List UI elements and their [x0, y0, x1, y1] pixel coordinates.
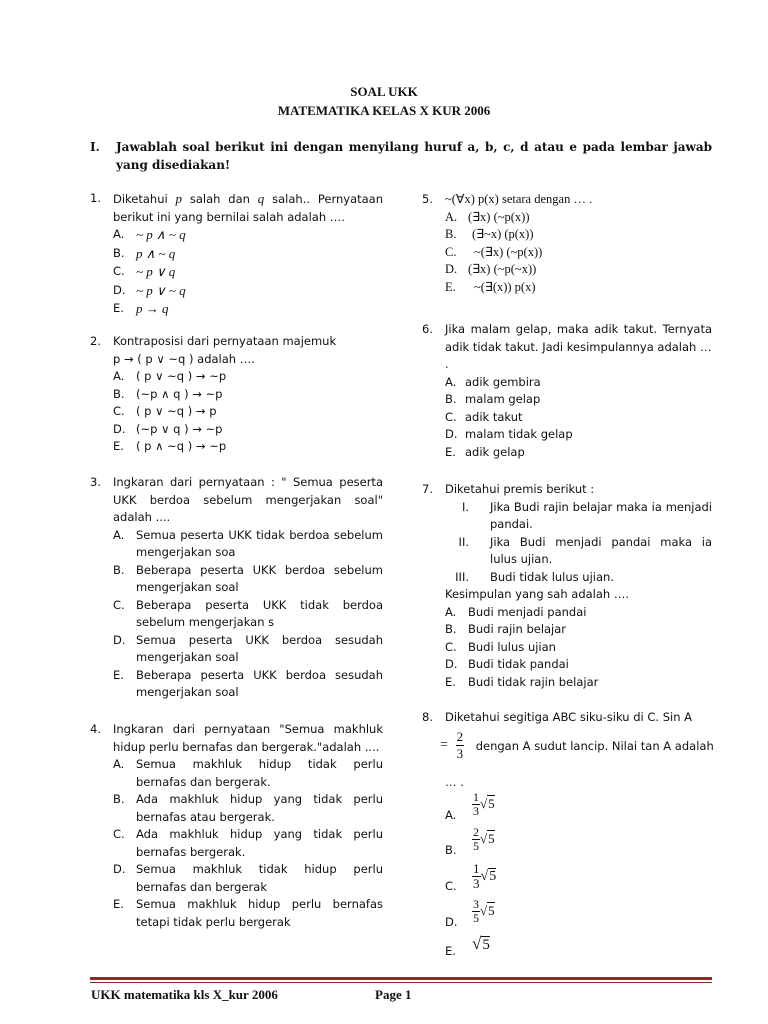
option-label: D. [113, 282, 126, 297]
option-label: B. [445, 227, 457, 241]
option-label: C. [113, 597, 125, 612]
option-label: E. [113, 667, 124, 682]
option-text: Semua peserta UKK tidak berdoa sebelum mengerjakan soa [136, 527, 383, 559]
option-text: Ada makhluk hidup yang tidak perlu bernafas atau bergerak. [136, 792, 383, 824]
option-text: Budi tidak pandai [468, 657, 569, 671]
option-label: D. [445, 427, 458, 441]
option-b[interactable] [113, 386, 383, 404]
option-a[interactable] [445, 604, 712, 622]
option-label: C. [445, 879, 457, 893]
question-7 [422, 481, 712, 691]
option-label: E. [445, 444, 456, 459]
stem-var-p: p [175, 191, 183, 206]
option-text: malam gelap [465, 392, 541, 406]
fraction-denominator: 3 [456, 746, 464, 761]
option-e[interactable] [113, 300, 383, 319]
question-number: 8. [422, 710, 433, 724]
question-stem: ~(∀x) p(x) setara dengan … . [445, 192, 593, 206]
option-text: (~p ∨ q ) → ~p [136, 421, 223, 436]
fraction-numerator: 1 [473, 861, 480, 876]
option-b[interactable] [445, 621, 712, 639]
option-label: A. [445, 808, 457, 822]
sqrt-icon: √5 [480, 903, 495, 918]
option-text: Semua makhluk hidup tidak perlu bernafas dan bergerak. [136, 757, 383, 789]
radicand: 5 [488, 903, 495, 918]
option-text: (∃x) (~p(x)) [468, 209, 530, 224]
question-3 [90, 474, 383, 702]
option-label: C. [113, 827, 125, 841]
footer-left [91, 987, 278, 1003]
option-d[interactable] [113, 632, 383, 667]
option-b[interactable] [445, 391, 712, 409]
option-label: B. [113, 792, 125, 806]
stem-text: salah.. Pernyataan berikut ini yang bernilai salah adalah …. [113, 192, 384, 224]
option-label: D. [445, 262, 458, 276]
sqrt-icon: √5 [480, 796, 495, 811]
question-stem-2: Kesimpulan yang sah adalah …. [445, 587, 630, 601]
question-number: 3. [90, 475, 101, 489]
option-value [472, 826, 495, 853]
options [445, 209, 712, 297]
radicand: 5 [488, 831, 495, 846]
option-text: ~ p ∨ ~ q [136, 282, 186, 298]
option-text: p ∧ ~ q [136, 245, 176, 261]
option-label: E. [445, 279, 456, 294]
option-text: p → q [136, 301, 169, 316]
option-text: Beberapa peserta UKK berdoa sebelum mengerjakan soal [136, 562, 383, 594]
question-stem: Diketahui premis berikut : [445, 482, 595, 496]
option-text: (∃x) (~p(~x)) [468, 262, 537, 276]
stem-text: Jika malam gelap, maka adik takut. Ternyata adik tidak takut. Jadi kesimpulannya adalah … [445, 322, 712, 354]
option-text: Beberapa peserta UKK tidak berdoa sebelum mengerjakan s [136, 597, 383, 629]
question-number: 4. [90, 722, 101, 736]
option-label: D. [445, 657, 458, 671]
option-text: (∃~x) (p(x)) [472, 227, 534, 241]
option-a[interactable] [113, 226, 383, 245]
option-label: A. [445, 604, 457, 619]
option-d[interactable] [445, 261, 712, 279]
question-stem [113, 190, 383, 226]
option-c[interactable] [445, 409, 712, 427]
option-b[interactable] [113, 562, 383, 597]
instruction-text: Jawablah soal berikut ini dengan menyilang huruf a, b, c, d atau e pada lembar jawab yang disediakan! [116, 140, 712, 172]
option-a[interactable] [445, 209, 712, 227]
question-5 [422, 191, 712, 296]
stem-tail: … . [445, 775, 464, 789]
option-label: D. [113, 421, 126, 436]
question-8-equation [440, 729, 715, 762]
option-a[interactable] [113, 527, 383, 562]
option-e[interactable] [113, 896, 383, 931]
option-e[interactable] [445, 674, 712, 692]
option-text: ~ p ∧ ~ q [136, 227, 186, 242]
premise-text: Budi tidak lulus ujian. [490, 569, 614, 584]
option-text: Beberapa peserta UKK berdoa sesudah mengerjakan soal [136, 667, 383, 699]
option-text: Budi lulus ujian [468, 639, 556, 654]
option-label: A. [113, 369, 125, 383]
option-label: C. [445, 639, 457, 654]
sqrt-icon: √5 [472, 934, 490, 953]
question-stem: Diketahui segitiga ABC siku-siku di C. Sin A [445, 710, 693, 724]
fraction-denominator: 3 [473, 804, 479, 818]
question-number: 1. [90, 191, 101, 205]
option-label: E. [113, 439, 124, 453]
option-a[interactable] [113, 368, 383, 386]
doc-title: SOAL UKK [350, 84, 418, 99]
option-label: D. [113, 632, 126, 647]
option-d[interactable] [113, 421, 383, 439]
option-label: E. [445, 944, 456, 958]
options [113, 527, 383, 702]
question-number: 7. [422, 482, 433, 496]
option-c[interactable] [113, 403, 383, 421]
option-e[interactable] [113, 438, 383, 456]
fraction-numerator: 1 [473, 790, 479, 804]
option-c[interactable] [445, 639, 712, 657]
stem-text: salah dan [182, 192, 258, 206]
option-text: adik takut [465, 409, 523, 424]
option-value [472, 862, 496, 891]
option-label: B. [445, 622, 457, 636]
fraction-denominator: 3 [473, 876, 480, 891]
option-text: Semua makhluk tidak hidup perlu bernafas dan bergerak [136, 862, 383, 894]
option-a[interactable] [113, 756, 383, 791]
option-c[interactable] [113, 263, 383, 282]
option-text: adik gelap [465, 444, 525, 459]
option-text: ~ p ∨ q [136, 264, 176, 279]
premise-label: III. [455, 569, 469, 584]
option-label: D. [113, 862, 126, 876]
sqrt-icon: √5 [480, 831, 495, 846]
question-stem [113, 333, 383, 368]
option-text: Budi rajin belajar [468, 622, 567, 636]
doc-subtitle: MATEMATIKA KELAS X KUR 2006 [277, 103, 491, 118]
option-label: C. [113, 404, 125, 418]
question-number: 2. [90, 334, 101, 348]
footer-doc-name: UKK matematika kls X_kur 2006 [91, 987, 278, 1002]
option-label: A. [113, 527, 125, 542]
question-2 [90, 333, 383, 456]
option-label: D. [445, 915, 458, 929]
option-text: Budi menjadi pandai [468, 604, 587, 619]
question-number: 5. [422, 192, 433, 206]
stem-text: p → ( p ∨ ~q ) adalah …. [113, 351, 255, 366]
option-text: (~p ∧ q ) → ~p [136, 386, 223, 401]
question-stem: Ingkaran dari pernyataan "Semua makhluk hidup perlu bernafas dan bergerak."adalah .... [113, 722, 383, 754]
question-number: 6. [422, 322, 433, 336]
option-label: A. [445, 209, 458, 224]
premise-text: Jika Budi rajin belajar maka ia menjadi pandai. [490, 499, 712, 531]
option-c[interactable] [113, 826, 383, 861]
option-label: B. [445, 843, 457, 857]
option-text: adik gembira [465, 374, 541, 389]
option-label: B. [113, 386, 125, 401]
option-label: E. [113, 897, 124, 911]
option-value [472, 898, 495, 925]
stem-var-q: q [257, 191, 265, 206]
radicand: 5 [489, 869, 497, 884]
option-label: A. [113, 757, 125, 771]
page-number: Page 1 [375, 987, 412, 1002]
option-label: C. [113, 264, 125, 278]
stem-text: Diketahui [113, 192, 176, 206]
option-text: ( p ∨ ~q ) → p [136, 404, 217, 418]
question-4 [90, 721, 383, 931]
sqrt-icon: √5 [480, 869, 497, 884]
option-b[interactable] [113, 791, 383, 826]
option-label: A. [445, 374, 457, 389]
options [113, 368, 383, 456]
option-text: malam tidak gelap [465, 427, 573, 441]
option-b[interactable] [445, 226, 712, 244]
option-e[interactable] [113, 667, 383, 702]
equals-sign: = [440, 737, 448, 753]
option-text: ~(∃x) (~p(x)) [474, 244, 543, 259]
premise-1 [444, 499, 712, 534]
question-8 [422, 709, 712, 727]
stem-tail: . [445, 357, 449, 371]
footer-page [375, 987, 411, 1003]
option-d[interactable] [445, 426, 712, 444]
option-e[interactable] [445, 279, 712, 297]
option-value [472, 791, 495, 818]
option-c[interactable] [113, 597, 383, 632]
instruction [90, 138, 712, 174]
option-text: Semua makhluk hidup perlu bernafas tetapi tidak perlu bergerak [136, 897, 383, 929]
option-label: A. [113, 227, 125, 241]
option-text: ~(∃(x)) p(x) [474, 279, 536, 294]
option-e[interactable] [445, 444, 712, 462]
option-text: Ada makhluk hidup yang tidak perlu bernafas bergerak. [136, 827, 383, 859]
option-text: ( p ∨ ~q ) → ~p [136, 369, 227, 383]
option-d[interactable] [113, 861, 383, 896]
footer-rule-thin [90, 982, 712, 983]
option-d[interactable] [113, 282, 383, 301]
option-d[interactable] [445, 656, 712, 674]
option-label: C. [445, 244, 457, 259]
options [113, 226, 383, 319]
premise-2 [444, 534, 712, 569]
fraction-numerator: 2 [473, 825, 479, 839]
fraction-numerator: 3 [473, 897, 479, 911]
radicand: 5 [482, 937, 490, 953]
fraction-sin-a [456, 729, 465, 762]
option-a[interactable] [445, 374, 712, 392]
option-b[interactable] [113, 245, 383, 264]
fraction-denominator: 5 [473, 839, 479, 853]
premise-3 [444, 569, 712, 587]
fraction-numerator: 2 [456, 729, 464, 744]
premise-text: Jika Budi menjadi pandai maka ia lulus ujian. [490, 534, 712, 566]
question-6 [422, 321, 712, 461]
option-text: ( p ∧ ~q ) → ~p [136, 439, 227, 453]
option-label: B. [113, 562, 125, 577]
stem-text: Kontraposisi dari pernyataan majemuk [113, 334, 337, 348]
question-stem: Ingkaran dari pernyataan : " Semua peserta UKK berdoa sebelum mengerjakan soal" adalah .... [113, 475, 383, 524]
option-label: C. [445, 409, 457, 424]
option-label: E. [113, 301, 124, 315]
footer-rule-thick [90, 977, 712, 980]
question-1 [90, 190, 383, 319]
option-label: E. [445, 674, 456, 689]
premise-label: II. [458, 534, 469, 549]
radicand: 5 [488, 796, 495, 811]
question-stem [445, 321, 712, 374]
options [113, 756, 383, 931]
stem-text: dengan A sudut lancip. Nilai tan A adalah [475, 738, 714, 753]
instruction-number: I. [90, 140, 100, 154]
option-text: Semua peserta UKK berdoa sesudah mengerjakan soal [136, 632, 383, 664]
premise-label: I. [461, 499, 469, 514]
option-label: B. [445, 392, 457, 406]
option-c[interactable] [445, 244, 712, 262]
options [445, 604, 712, 692]
fraction-denominator: 5 [473, 911, 479, 925]
options [445, 374, 712, 462]
option-text: Budi tidak rajin belajar [468, 674, 599, 689]
option-label: B. [113, 245, 125, 260]
